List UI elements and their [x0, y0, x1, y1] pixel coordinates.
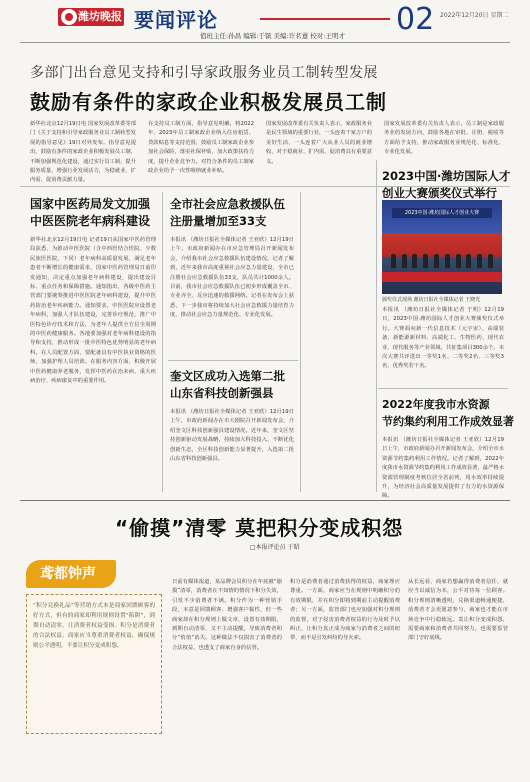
water-story-title: 2022年度我市水资源 节约集约利用工作成效显著 [382, 398, 514, 428]
lead-headline: 鼓励有条件的家政企业积极发展员工制 [30, 90, 387, 114]
column-logo: 鸢都钟声 [26, 560, 116, 588]
date-line: 2022年12月20日 星期二 [440, 12, 509, 19]
tcm-story-title: 国家中医药局发文加强 中医医院老年病科建设 [30, 197, 151, 228]
story-divider [168, 360, 298, 361]
opinion-byline: □本报评论员 于昭 [250, 544, 300, 551]
page-number: 02 [396, 2, 435, 37]
opinion-divider [20, 500, 510, 501]
opinion-column-1: 日前有媒体报道，某品牌会员积分在年底被“偷摸”清零，消费者在不知情的情况下积分失效，引发不少消费者不满。积分作为一种营销手段，本意是回馈顾客、增强客户黏性，但一些商家却在积分规则上做文章，设置有效期限，到期自动清零，又不主动提醒，导致消费者积分“悄悄”消失。这种做法不仅损害了消费者的合法权益，也透支了商家自身的信誉。 [172, 579, 282, 651]
opinion-column-3: 从长远看，商家若想赢得消费者信任，就应当以诚信为本，公平对待每一位顾客。积分规则清晰透明，兑换渠道畅通便捷，消费者才会更愿意参与，商家也才能在市场竞争中行稳致远。莫让积分变成积怨，需要商家和消费者共同努力，也需要监管部门守好底线。 [408, 579, 508, 642]
header-divider [20, 42, 510, 43]
lead-column-4: 国家发展改革委有关负责人表示，员工制是家政服务业的发展方向，鼓励各地在审批、注册、税收等方面给予支持，推动家政服务业规范化、标准化、专业化发展。 [384, 121, 504, 156]
opinion-column-2: 积分是消费者通过消费获得的权益，商家理应尊重。一方面，商家应当在规则中明确积分的有效期限，并在积分即将到期前主动提醒消费者；另一方面，监管部门也应加强对积分规则的监督，对于侵害消费者权益的行为及时予以纠正，让积分真正成为商家与消费者之间的纽带，而不是引发纠纷的导火索。 [290, 579, 400, 642]
newspaper-logo: 潍坊晚报 [58, 8, 124, 26]
logo-emblem-icon [61, 9, 77, 25]
lead-column-3: 国家发展改革委有关负责人表示，家政服务业是民生领域的重要行业，一头连着千家万户的美好生活，一头连着广大从业人员的就业增收，对于稳就业、扩内需、促消费具有重要意义。 [266, 121, 372, 165]
award-story-title: 2023中国·潍坊国际人才 创业大赛颁奖仪式举行 [382, 169, 511, 200]
editors-line: 值班主任:孙昌 编辑:于镔 美编:许茗薏 校对:王明才 [200, 32, 345, 40]
award-ceremony-photo [382, 200, 502, 294]
innovation-story-title: 奎文区成功入选第二批 山东省科技创新强县 [170, 369, 285, 400]
lead-column-2: 在支持员工制方面，指导意见明确，将2022年、2023年员工制家政企业纳入住房租赁、贷款贴息等支持范围，鼓励员工制家政企业参加社会保险，落实社保补贴，加大政策扶持力度，提升企业竞争力。对符合条件的员工制家政企业给予一次性吸纳就业补贴。 [148, 121, 254, 175]
lead-kicker: 多部门出台意见支持和引导家政服务业员工制转型发展 [30, 65, 378, 81]
tcm-story-body: 新华社北京12月19日电 记者19日从国家中医药管理局获悉，为推动中医医院（含中西医结合医院、少数民族医医院，下同）老年病科高质量发展，满足老年患者不断增长的健康需求，国家中医药管理局日前印发通知，决定重点加强老年病科建设，提出建设目标、重点任务和保障措施。通知指出，各级中医药主管部门要统筹推进中医医院老年病科建设，提升中医药防治老年疾病能力。通知要求，中医医院应设置老年病科，加强人才队伍建设，完善诊疗规范，推广中医特色诊疗技术和方法，为老年人提供全方位全周期的中医药健康服务。各地要加强对老年病科建设的指导和支持，推动形成一批中医特色优势明显的老年病科。在人员配置方面，要配备具有中医执业资格的医师，加强护理人员培训。在服务内容方面，积极开展中医药健康养老服务，发挥中医药在治未病、重大疾病治疗、疾病康复中的重要作用。 [30, 237, 156, 385]
rescue-story-title: 全市社会应急救援队伍 注册量增加至33支 [170, 197, 285, 228]
header-accent-line [260, 18, 390, 20]
photo-stage [388, 250, 496, 268]
column-divider [300, 192, 301, 492]
opinion-sidebar [26, 594, 162, 734]
photo-banner: 2023中国·潍坊国际人才创业大赛 [392, 208, 492, 218]
photo-caption: 颁奖仪式现场 潍坊日报社全媒体记者 王晓光 [382, 297, 481, 303]
award-story-body: 本报讯 （潍坊日报社全媒体记者 于明）12月19日，2023中国·潍坊国际人才创业大赛颁奖仪式举行。大赛面向新一代信息技术（元宇宙）、高端装备、新能源新材料、高端化工、生物医药、现代农业、现代服务等产业领域，共征集项目300余个。本次大赛共评选出一等奖1名、二等奖2名、三等奖3名、优秀奖若干名。 [382, 307, 504, 370]
column-divider [162, 192, 163, 492]
opinion-title: “偷摸”清零 莫把积分变成积怨 [115, 516, 404, 540]
sidebar-text: “积分兑换礼品”等营销方式本是商家回馈顾客的好方式，但有的商家却利用规则设置“陷阱”，到期自动清零，让消费者权益受损。积分是消费者的合法权益，商家应当尊重消费者权益，确保规则公平透明，不要让积分变成积怨。 [33, 603, 155, 649]
water-story-body: 本报讯 （潍坊日报社全媒体记者 王亚欣）12月19日上午，市政府新闻办召开新闻发布会，介绍全市水资源节约集约利用工作情况。记者了解到，2022年度我市水资源节约集约利用工作成效显著，最严格水资源管理制度考核位居全省前列，用水效率持续提升，为经济社会高质量发展提供了有力的水资源保障。 [382, 437, 504, 500]
rescue-story-body: 本报讯 （潍坊日报社全媒体记者 王亚欣）12月19日上午，市政府新闻办在市应急管理局召开新闻发布会，介绍我市社会应急救援队伍建设情况。记者了解到，近年来我市高度重视社会应急力量建设，全市已注册社会应急救援队伍33支，队员共计1000余人。目前，我市社会应急救援队伍已初步形成覆盖全市、专业齐全、反应迅速的救援网络。记者在发布会上获悉，下一步我市将持续加大社会应急救援力量培育力度，推动社会应急力量规范化、专业化发展。 [170, 237, 294, 319]
lead-column-1: 新华社北京12月19日电 国家发展改革委等部门《关于支持和引导家政服务业员工制转型发展的指导意见》19日对外发布。指导意见提出，鼓励有条件的家政企业积极发展员工制，不断加强规范化建设，通过实行员工制，提升服务质量，增强行业发展活力，为稳就业、扩内需、促消费贡献力量。 [30, 121, 136, 184]
column-divider [376, 160, 377, 492]
masthead [0, 0, 530, 42]
story-divider [378, 388, 508, 389]
innovation-story-body: 本报讯 （潍坊日报社全媒体记者 王亚欣）12月19日上午，市政府新闻办在市大剧院召开新闻发布会，介绍奎文区科技创新强县建设情况。近年来，奎文区坚持创新驱动发展战略，持续加大科技投入，不断优化创新生态，全区科技创新能力显著提升，入选第二批山东省科技创新强县。 [170, 409, 294, 463]
section-title: 要闻评论 [134, 8, 218, 32]
